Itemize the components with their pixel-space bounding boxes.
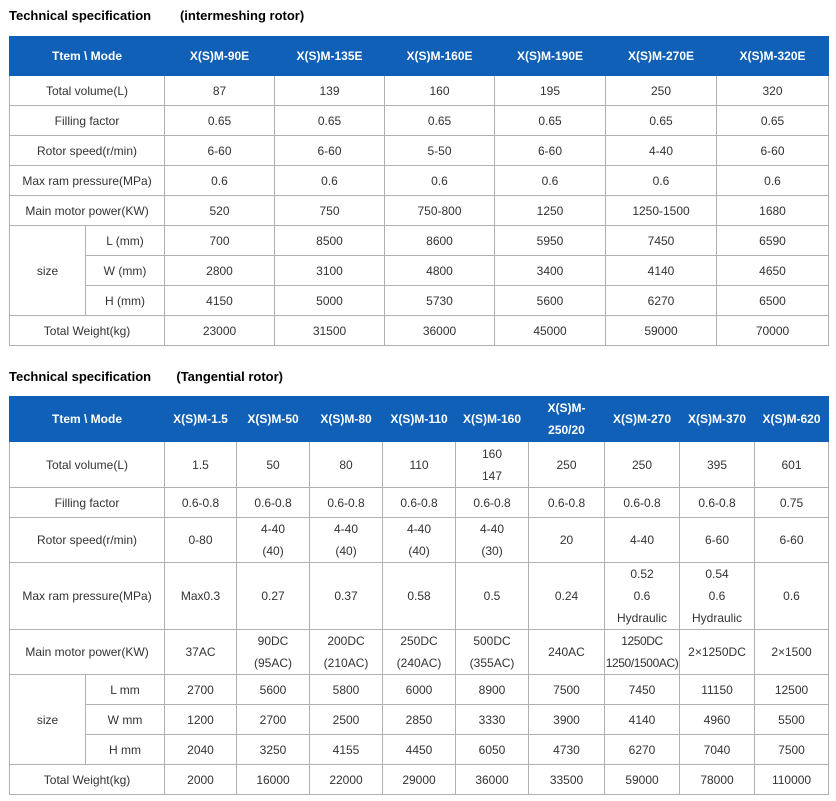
table-cell: 7040	[680, 735, 755, 765]
model-header: X(S)M-1.5	[165, 397, 237, 442]
table-cell: 5600	[237, 675, 310, 705]
table-cell: 1250	[495, 196, 606, 226]
table-row	[10, 136, 829, 166]
table-cell: 0.58	[383, 563, 456, 630]
table-cell: 0.54 0.6 Hydraulic	[680, 563, 755, 630]
table-cell: 1.5	[165, 442, 237, 488]
table-cell: 4-40 (40)	[310, 518, 383, 563]
table-cell: 4140	[606, 256, 717, 286]
header-row	[10, 397, 829, 442]
table-cell: 45000	[495, 316, 606, 346]
row-label: Filling factor	[10, 488, 165, 518]
model-header: X(S)M-160	[456, 397, 529, 442]
table-cell: 2800	[165, 256, 275, 286]
table-cell: 78000	[680, 765, 755, 795]
row-label: W (mm)	[86, 256, 165, 286]
row-label: Total volume(L)	[10, 76, 165, 106]
table-cell: 4800	[385, 256, 495, 286]
table-cell: 4-40 (40)	[237, 518, 310, 563]
table-cell: 7450	[606, 226, 717, 256]
table-cell: 5500	[755, 705, 829, 735]
table-cell: 59000	[605, 765, 680, 795]
model-header: X(S)M-620	[755, 397, 829, 442]
model-header: X(S)M-320E	[717, 37, 829, 76]
table-row	[10, 442, 829, 488]
table-cell: 3250	[237, 735, 310, 765]
model-header: X(S)M-270	[605, 397, 680, 442]
table-cell: 0.65	[385, 106, 495, 136]
table-cell: 1250DC 1250/1500AC)	[605, 630, 680, 675]
table-cell: 0.6	[495, 166, 606, 196]
table-cell: 6-60	[755, 518, 829, 563]
table-cell: 520	[165, 196, 275, 226]
table-cell: 6000	[383, 675, 456, 705]
table-cell: 11150	[680, 675, 755, 705]
table-cell: 0.6	[385, 166, 495, 196]
table-cell: 4155	[310, 735, 383, 765]
row-label: Main motor power(KW)	[10, 196, 165, 226]
table-cell: 7500	[755, 735, 829, 765]
table-row	[10, 76, 829, 106]
table-cell: 37AC	[165, 630, 237, 675]
table-cell: 3900	[529, 705, 605, 735]
row-label: L (mm)	[86, 226, 165, 256]
table-row	[10, 196, 829, 226]
table-cell: 0.65	[606, 106, 717, 136]
table-cell: 4-40 (30)	[456, 518, 529, 563]
table-cell: 6-60	[165, 136, 275, 166]
table-cell: 1200	[165, 705, 237, 735]
table-cell: 6500	[717, 286, 829, 316]
table-cell: 90DC (95AC)	[237, 630, 310, 675]
table-cell: 6590	[717, 226, 829, 256]
table-cell: 500DC (355AC)	[456, 630, 529, 675]
table-row	[10, 630, 829, 675]
table-cell: 0.52 0.6 Hydraulic	[605, 563, 680, 630]
table-cell: 33500	[529, 765, 605, 795]
table-cell: 160 147	[456, 442, 529, 488]
table-cell: 2850	[383, 705, 456, 735]
table-cell: 750-800	[385, 196, 495, 226]
table-cell: 4730	[529, 735, 605, 765]
size-label: size	[10, 675, 86, 765]
row-label: H (mm)	[86, 286, 165, 316]
table-cell: 6-60	[275, 136, 385, 166]
table-cell: 5-50	[385, 136, 495, 166]
table-cell: 59000	[606, 316, 717, 346]
model-header: X(S)M-160E	[385, 37, 495, 76]
table-cell: 8600	[385, 226, 495, 256]
row-label: Main motor power(KW)	[10, 630, 165, 675]
table-row	[10, 705, 829, 735]
section-title-tangential: Technical specification (Tangential rotor)	[9, 369, 284, 384]
table-cell: 2×1500	[755, 630, 829, 675]
table-cell: 0.6	[606, 166, 717, 196]
table-cell: 200DC (210AC)	[310, 630, 383, 675]
table-cell: 20	[529, 518, 605, 563]
table-cell: 0.6-0.8	[237, 488, 310, 518]
table-cell: 2700	[237, 705, 310, 735]
size-label: size	[10, 226, 86, 316]
table-cell: 0.65	[275, 106, 385, 136]
model-header: X(S)M-190E	[495, 37, 606, 76]
table-cell: 36000	[385, 316, 495, 346]
table-cell: 3400	[495, 256, 606, 286]
table-cell: 700	[165, 226, 275, 256]
table-cell: 320	[717, 76, 829, 106]
table-cell: 395	[680, 442, 755, 488]
row-label: H mm	[86, 735, 165, 765]
table-cell: 110	[383, 442, 456, 488]
table-cell: 0.6-0.8	[310, 488, 383, 518]
table-row	[10, 106, 829, 136]
table-cell: 6050	[456, 735, 529, 765]
table-cell: 87	[165, 76, 275, 106]
row-label: Max ram pressure(MPa)	[10, 563, 165, 630]
row-label: Total Weight(kg)	[10, 765, 165, 795]
table-cell: 4-40 (40)	[383, 518, 456, 563]
spec-table-intermeshing	[9, 36, 829, 346]
table-cell: 5950	[495, 226, 606, 256]
table-cell: 0.6-0.8	[165, 488, 237, 518]
row-label: Rotor speed(r/min)	[10, 518, 165, 563]
table-cell: 3100	[275, 256, 385, 286]
table-cell: 7450	[605, 675, 680, 705]
table-cell: 601	[755, 442, 829, 488]
row-label: L mm	[86, 675, 165, 705]
table-cell: 0.65	[495, 106, 606, 136]
table-cell: 22000	[310, 765, 383, 795]
table-row	[10, 518, 829, 563]
model-header: X(S)M-370	[680, 397, 755, 442]
table-cell: 2700	[165, 675, 237, 705]
table-cell: 6270	[606, 286, 717, 316]
table-cell: 4150	[165, 286, 275, 316]
table-cell: 0.6-0.8	[456, 488, 529, 518]
table-cell: 250	[529, 442, 605, 488]
table-cell: 0.6	[275, 166, 385, 196]
table-cell: 6-60	[680, 518, 755, 563]
table-cell: 160	[385, 76, 495, 106]
table-cell: 0.6-0.8	[605, 488, 680, 518]
table-row	[10, 765, 829, 795]
table-cell: 6270	[605, 735, 680, 765]
model-header: X(S)M-270E	[606, 37, 717, 76]
table-cell: 250DC (240AC)	[383, 630, 456, 675]
table-cell: 0.6-0.8	[383, 488, 456, 518]
table-cell: 3330	[456, 705, 529, 735]
model-header: X(S)M-80	[310, 397, 383, 442]
table-cell: 8900	[456, 675, 529, 705]
table-row	[10, 563, 829, 630]
table-cell: 0.24	[529, 563, 605, 630]
table-cell: 0.6-0.8	[529, 488, 605, 518]
table-cell: 0.37	[310, 563, 383, 630]
table-cell: 1680	[717, 196, 829, 226]
table-row	[10, 316, 829, 346]
table-cell: 16000	[237, 765, 310, 795]
header-label: Ttem \ Mode	[10, 397, 165, 442]
table-cell: 23000	[165, 316, 275, 346]
table-cell: 29000	[383, 765, 456, 795]
model-header: X(S)M-135E	[275, 37, 385, 76]
table-row	[10, 256, 829, 286]
table-cell: 31500	[275, 316, 385, 346]
table-cell: 6-60	[717, 136, 829, 166]
table-cell: 0-80	[165, 518, 237, 563]
table-cell: 195	[495, 76, 606, 106]
row-label: Total Weight(kg)	[10, 316, 165, 346]
table-cell: 0.65	[165, 106, 275, 136]
table-cell: 6-60	[495, 136, 606, 166]
table-cell: 0.75	[755, 488, 829, 518]
header-label: Ttem \ Mode	[10, 37, 165, 76]
table-cell: 4-40	[606, 136, 717, 166]
table-cell: 750	[275, 196, 385, 226]
table-cell: 70000	[717, 316, 829, 346]
model-header: X(S)M-110	[383, 397, 456, 442]
table-cell: Max0.3	[165, 563, 237, 630]
table-cell: 4140	[605, 705, 680, 735]
table-cell: 0.6	[717, 166, 829, 196]
table-row	[10, 735, 829, 765]
table-row	[10, 166, 829, 196]
row-label: Filling factor	[10, 106, 165, 136]
table-cell: 250	[605, 442, 680, 488]
table-cell: 4960	[680, 705, 755, 735]
model-header: X(S)M-90E	[165, 37, 275, 76]
model-header: X(S)M-50	[237, 397, 310, 442]
table-cell: 240AC	[529, 630, 605, 675]
table-cell: 4-40	[605, 518, 680, 563]
table-cell: 5600	[495, 286, 606, 316]
row-label: W mm	[86, 705, 165, 735]
model-header: X(S)M- 250/20	[529, 397, 605, 442]
table-cell: 0.27	[237, 563, 310, 630]
row-label: Rotor speed(r/min)	[10, 136, 165, 166]
row-label: Total volume(L)	[10, 442, 165, 488]
table-row	[10, 286, 829, 316]
table-cell: 0.6	[755, 563, 829, 630]
row-label: Max ram pressure(MPa)	[10, 166, 165, 196]
table-cell: 2×1250DC	[680, 630, 755, 675]
table-cell: 80	[310, 442, 383, 488]
table-cell: 5800	[310, 675, 383, 705]
table-row	[10, 675, 829, 705]
table-cell: 2000	[165, 765, 237, 795]
table-cell: 7500	[529, 675, 605, 705]
table-cell: 0.5	[456, 563, 529, 630]
table-cell: 36000	[456, 765, 529, 795]
table-row	[10, 226, 829, 256]
table-cell: 8500	[275, 226, 385, 256]
table-cell: 250	[606, 76, 717, 106]
table-cell: 5730	[385, 286, 495, 316]
table-cell: 0.6	[165, 166, 275, 196]
table-cell: 1250-1500	[606, 196, 717, 226]
table-cell: 139	[275, 76, 385, 106]
table-cell: 0.65	[717, 106, 829, 136]
table-cell: 50	[237, 442, 310, 488]
table-cell: 12500	[755, 675, 829, 705]
header-row	[10, 37, 829, 76]
table-cell: 4650	[717, 256, 829, 286]
table-cell: 4450	[383, 735, 456, 765]
table-cell: 110000	[755, 765, 829, 795]
spec-table-tangential	[9, 396, 829, 795]
table-cell: 2500	[310, 705, 383, 735]
table-row	[10, 488, 829, 518]
table-cell: 0.6-0.8	[680, 488, 755, 518]
section-title-intermeshing: Technical specification (intermeshing rotor)	[9, 8, 305, 23]
table-cell: 5000	[275, 286, 385, 316]
table-cell: 2040	[165, 735, 237, 765]
